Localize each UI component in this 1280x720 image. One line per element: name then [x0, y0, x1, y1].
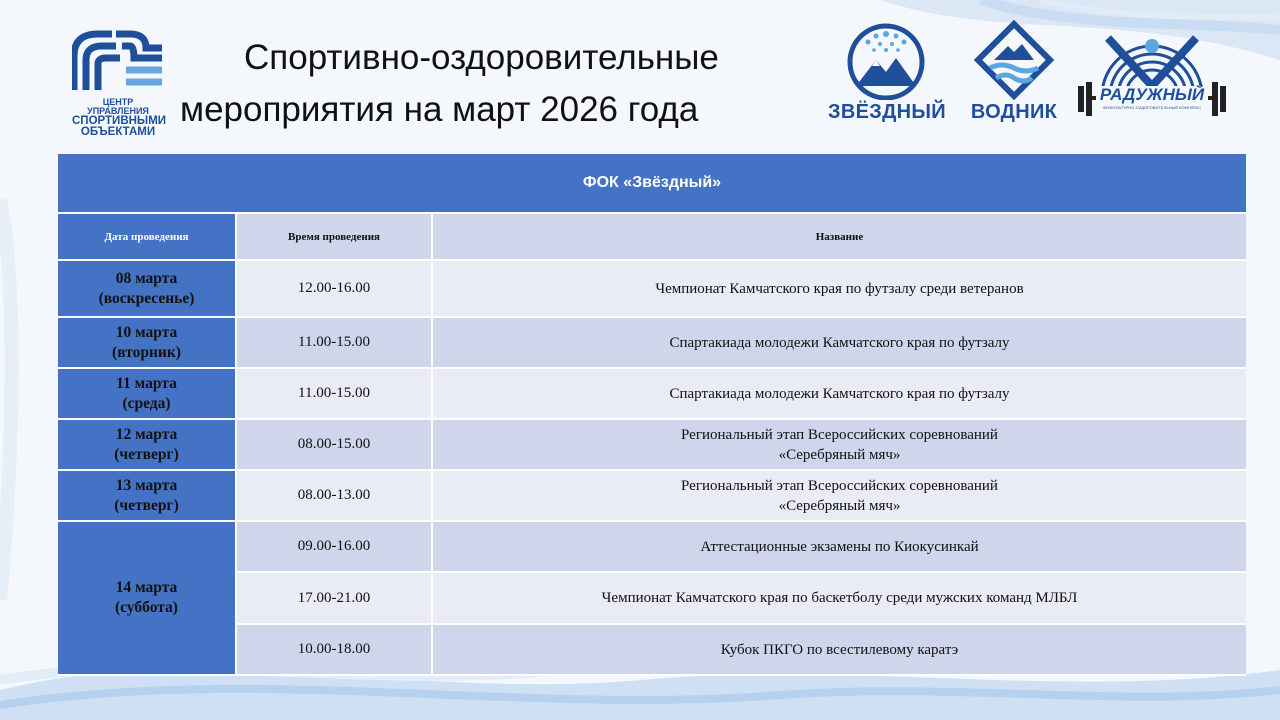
weekday-text: (четверг) — [114, 445, 179, 463]
event-name-cell — [431, 471, 1246, 522]
slide-header — [0, 0, 1280, 150]
table-row — [58, 318, 1246, 369]
time-cell: 08.00-15.00 — [235, 420, 431, 471]
logo-raduzhny-label: РАДУЖНЫЙ — [1096, 86, 1208, 104]
time-cell: 17.00-21.00 — [235, 573, 431, 625]
date-text: 08 марта — [115, 269, 178, 287]
table-header-row — [58, 214, 1246, 261]
table-row — [58, 261, 1246, 318]
time-cell: 11.00-15.00 — [235, 369, 431, 420]
time-cell: 10.00-18.00 — [235, 625, 431, 676]
weekday-text: (среда) — [122, 394, 171, 412]
weekday-text: (воскресенье) — [98, 289, 195, 307]
date-text: 11 марта — [116, 374, 177, 392]
event-name-text: Спартакиада молодежи Камчатского края по футзалу — [669, 385, 1010, 402]
logo-zvezdny-label: ЗВЁЗДНЫЙ — [828, 101, 946, 123]
weekday-text: (вторник) — [112, 343, 181, 361]
logo-vodnik-label: ВОДНИК — [970, 101, 1058, 123]
table-row — [58, 522, 1246, 573]
event-name-text: Чемпионат Камчатского края по баскетболу среди мужских команд МЛБЛ — [601, 590, 1078, 606]
table-row — [58, 471, 1246, 522]
time-cell: 12.00-16.00 — [235, 261, 431, 318]
weekday-text: (суббота) — [115, 599, 178, 616]
org-stripes-icon — [72, 28, 164, 96]
event-name-text: Кубок ПКГО по всестилевому каратэ — [720, 641, 959, 658]
event-name-cell — [431, 573, 1246, 625]
page-title-line2: мероприятия на март 2026 года — [180, 90, 699, 129]
event-name-text: Аттестационные экзамены по Киокусинкай — [700, 538, 979, 555]
event-name-cell — [431, 625, 1246, 676]
event-name-text: Региональный этап Всероссийских соревнований — [681, 426, 998, 443]
org-logo — [72, 28, 167, 138]
logo-raduzhny — [1074, 30, 1230, 120]
page-title-line1: Спортивно-оздоровительные — [244, 38, 719, 77]
date-cell — [58, 471, 235, 522]
event-name-cell — [431, 522, 1246, 573]
date-cell — [58, 522, 235, 676]
mountain-stars-icon — [828, 20, 944, 100]
event-name-cell — [431, 318, 1246, 369]
table-row — [58, 369, 1246, 420]
column-header-date: Дата проведения — [58, 214, 235, 261]
page-title — [180, 32, 820, 136]
date-cell — [58, 261, 235, 318]
event-name-text: Региональный этап Всероссийских соревнований — [681, 477, 998, 494]
date-text: 14 марта — [115, 579, 178, 596]
org-text-line2: СПОРТИВНЫМИ — [72, 115, 167, 127]
mountain-waves-icon — [964, 20, 1064, 100]
date-text: 12 марта — [115, 425, 178, 443]
date-cell — [58, 420, 235, 471]
event-name-cell — [431, 261, 1246, 318]
event-name-text: «Серебряный мяч» — [778, 446, 901, 463]
logo-zvezdny — [828, 20, 944, 124]
schedule-table — [58, 154, 1246, 676]
time-cell: 09.00-16.00 — [235, 522, 431, 573]
event-name-text: Чемпионат Камчатского края по футзалу среди ветеранов — [655, 280, 1024, 297]
logo-raduzhny-sublabel: ФИЗКУЛЬТУРНО-ОЗДОРОВИТЕЛЬНЫЙ КОМПЛЕКС — [1102, 105, 1202, 110]
date-text: 10 марта — [115, 323, 178, 341]
logo-vodnik — [964, 20, 1064, 124]
column-header-time: Время проведения — [235, 214, 431, 261]
date-text: 13 марта — [115, 476, 178, 494]
event-name-text: Спартакиада молодежи Камчатского края по футзалу — [669, 334, 1010, 351]
org-text-line1: ЦЕНТР УПРАВЛЕНИЯ — [87, 97, 149, 116]
org-text-line3: ОБЪЕКТАМИ — [80, 126, 156, 138]
table-row — [58, 573, 1246, 625]
event-name-text: «Серебряный мяч» — [778, 497, 901, 514]
time-cell: 08.00-13.00 — [235, 471, 431, 522]
event-name-cell — [431, 369, 1246, 420]
table-row — [58, 625, 1246, 676]
venue-row — [58, 154, 1246, 214]
venue-title: ФОК «Звёздный» — [58, 154, 1246, 214]
column-header-name: Название — [431, 214, 1246, 261]
date-cell — [58, 369, 235, 420]
weekday-text: (четверг) — [114, 496, 179, 514]
date-cell — [58, 318, 235, 369]
table-row — [58, 420, 1246, 471]
event-name-cell — [431, 420, 1246, 471]
time-cell: 11.00-15.00 — [235, 318, 431, 369]
